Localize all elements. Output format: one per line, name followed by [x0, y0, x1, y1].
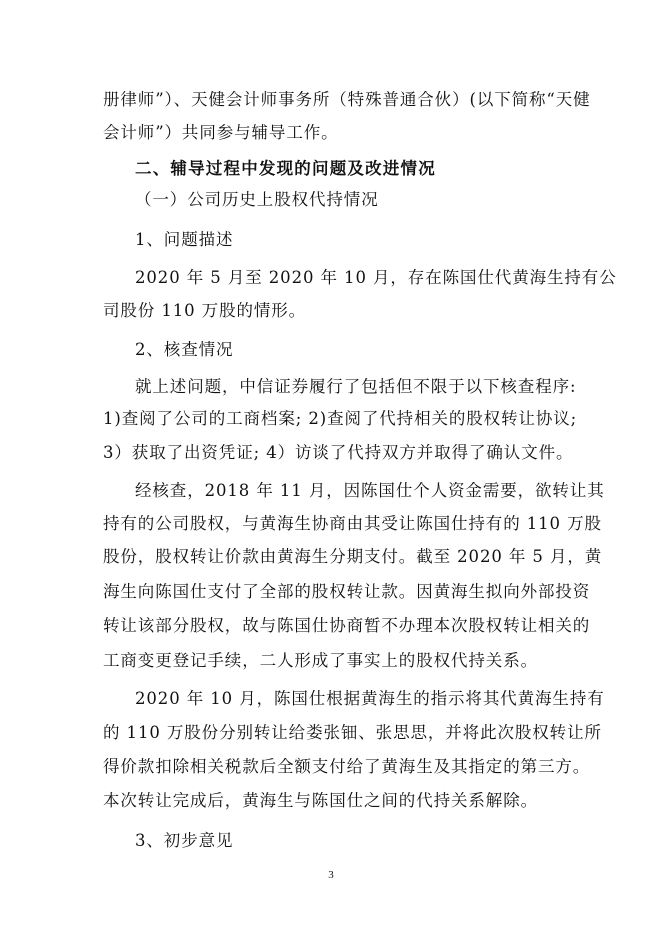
body-text-line: 1)查阅了公司的工商档案; 2)查阅了代持相关的股权转让协议; [103, 409, 578, 428]
body-text-line: 2020 年 10 月，陈国仕根据黄海生的指示将其代黄海生持有 [135, 689, 605, 708]
body-text-line: 就上述问题，中信证券履行了包括但不限于以下核查程序: [135, 377, 577, 396]
body-text-line: 得价款扣除相关税款后全额支付给了黄海生及其指定的第三方。 [103, 757, 591, 776]
body-text-line: 册律师”）、天健会计师事务所（特殊普通合伙）(以下简称“天健 [103, 90, 591, 109]
body-text-line: 持有的公司股权，与黄海生协商由其受让陈国仕持有的 110 万股 [103, 514, 602, 533]
section-heading: 二、辅导过程中发现的问题及改进情况 [135, 159, 436, 178]
body-text-line: 司股份 110 万股的情形。 [103, 301, 307, 320]
item-heading: 3、初步意见 [135, 831, 234, 850]
subsection-heading: （一）公司历史上股权代持情况 [135, 190, 379, 209]
body-text-line: 3）获取了出资凭证; 4）访谈了代持双方并取得了确认文件。 [103, 443, 574, 462]
body-text-line: 转让该部分股权，故与陈国仕协商暂不办理本次股权转让相关的 [103, 616, 591, 635]
body-text-line: 的 110 万股份分别转让给娄张钿、张思思，并将此次股权转让所 [103, 723, 602, 742]
item-heading: 2、核查情况 [135, 340, 234, 359]
body-text-line: 会计师”）共同参与辅导工作。 [103, 123, 339, 142]
body-text-line: 股份，股权转让价款由黄海生分期支付。截至 2020 年 5 月，黄 [103, 547, 603, 566]
body-text-line: 工商变更登记手续，二人形成了事实上的股权代持关系。 [103, 651, 538, 670]
page-number: 3 [328, 869, 334, 881]
body-text-line: 经核查，2018 年 11 月，因陈国仕个人资金需要，欲转让其 [135, 481, 605, 500]
item-heading: 1、问题描述 [135, 230, 234, 249]
body-text-line: 海生向陈国仕支付了全部的股权转让款。因黄海生拟向外部投资 [103, 582, 591, 601]
body-text-line: 本次转让完成后，黄海生与陈国仕之间的代持关系解除。 [103, 791, 538, 810]
body-text-line: 2020 年 5 月至 2020 年 10 月，存在陈国仕代黄海生持有公 [135, 268, 617, 287]
